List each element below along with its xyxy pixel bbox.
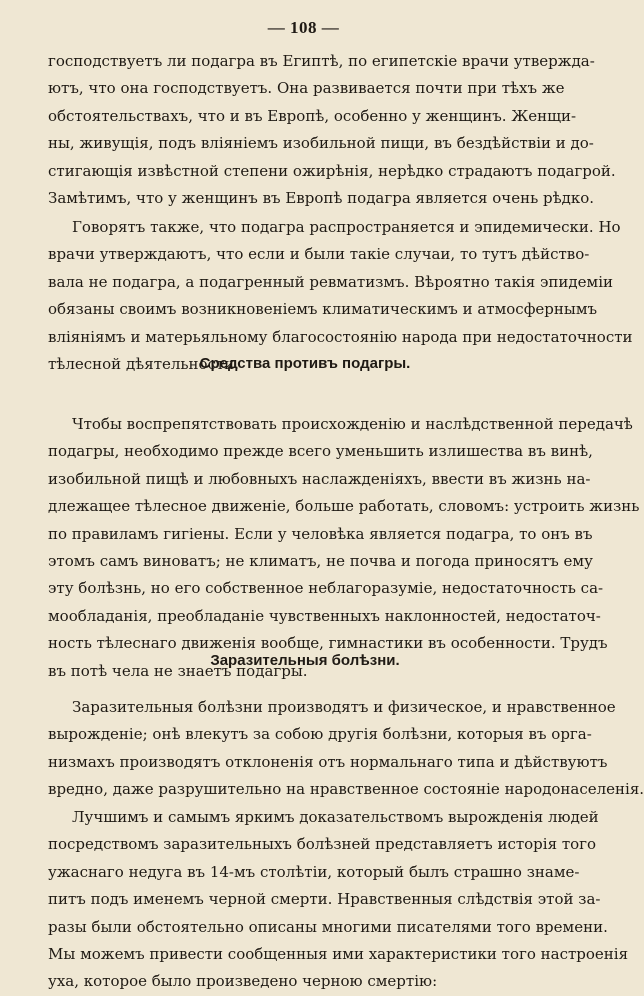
text-line: посредствомъ заразительныхъ болѣзней представляетъ исторія того xyxy=(48,835,597,854)
page-number: — 108 — xyxy=(267,18,340,37)
paragraph-gout-egypt xyxy=(48,48,616,212)
text-line: изобильной пищѣ и любовныхъ наслажденіяхъ, ввести въ жизнь на- xyxy=(48,469,591,488)
section-heading-contagious: Заразительныя болѣзни. xyxy=(210,652,400,669)
text-line: вала не подагра, а подагренный ревматизмъ. Вѣроятно такія эпидеміи xyxy=(48,272,614,291)
text-line: эту болѣзнь, но его собственное неблагоразуміе, недостаточность са- xyxy=(48,579,604,598)
text-line: по правиламъ гигіены. Если у человѣка является подагра, то онъ въ xyxy=(48,524,593,543)
text-line: разы были обстоятельно описаны многими писателями того времени. xyxy=(48,917,608,936)
text-line: вырожденіе; онѣ влекутъ за собою другія болѣзни, которыя въ орга- xyxy=(48,725,592,744)
paragraph-remedies xyxy=(48,411,640,685)
text-line: Чтобы воспрепятствовать происхожденію и наслѣдственной передачѣ xyxy=(72,415,633,433)
text-line: подагры, необходимо прежде всего уменьшить излишества въ винѣ, xyxy=(48,442,593,461)
text-line: обстоятельствахъ, что и въ Европѣ, особенно у женщинъ. Женщи- xyxy=(48,106,577,125)
text-line: Заразительныя болѣзни производятъ и физическое, и нравственное xyxy=(72,698,616,716)
section-heading-remedies: Средства противъ подагры. xyxy=(199,355,411,372)
text-line: господствуетъ ли подагра въ Египтѣ, по египетскіе врачи утвержда- xyxy=(48,52,595,70)
text-line: ность тѣлеснаго движенія вообще, гимнастики въ особенности. Трудъ xyxy=(48,634,608,653)
text-line: ютъ, что она господствуетъ. Она развивается почти при тѣхъ же xyxy=(48,79,565,98)
text-line: этомъ самъ виноватъ; не климатъ, не почва и погода приносятъ ему xyxy=(48,551,593,570)
text-line: тѣлесной дѣятельности. xyxy=(48,354,240,373)
text-line: Замѣтимъ, что у женщинъ въ Европѣ подагра является очень рѣдко. xyxy=(48,188,595,207)
text-line: стигающія извѣстной степени ожирѣнія, нерѣдко страдаютъ подагрой. xyxy=(48,161,616,180)
text-line: Говорятъ также, что подагра распространяется и эпидемически. Но xyxy=(72,218,621,236)
text-line: вліяніямъ и матерьяльному благосостоянію народа при недостаточности xyxy=(48,327,633,346)
text-line: врачи утверждаютъ, что если и были такіе случаи, то тутъ дѣйство- xyxy=(48,245,590,264)
text-line: Лучшимъ и самымъ яркимъ доказательствомъ вырожденія людей xyxy=(72,808,599,826)
text-line: ужаснаго недуга въ 14-мъ столѣтіи, который былъ страшно знаме- xyxy=(48,862,580,881)
text-line: въ потѣ чела не знаетъ подагры. xyxy=(48,661,308,680)
text-line: ны, живущія, подъ вліяніемъ изобильной пищи, въ бездѣйствіи и до- xyxy=(48,134,594,153)
text-line: мообладанія, преобладаніе чувственныхъ наклонностей, недостаточ- xyxy=(48,606,601,625)
text-line: обязаны своимъ возникновеніемъ климатическимъ и атмосфернымъ xyxy=(48,300,598,319)
text-line: низмахъ производятъ отклоненія отъ нормальнаго типа и дѣйствуютъ xyxy=(48,752,608,771)
text-line: питъ подъ именемъ черной смерти. Нравственныя слѣдствія этой за- xyxy=(48,890,601,909)
paragraph-contagious xyxy=(48,694,644,804)
text-line: вредно, даже разрушительно на нравственное состояніе народонаселенія. xyxy=(48,780,644,799)
text-line: длежащее тѣлесное движеніе, больше работать, словомъ: устроить жизнь xyxy=(48,497,640,516)
paragraph-black-death xyxy=(48,804,629,996)
text-line: Мы можемъ привести сообщенныя ими характеристики того настроенія xyxy=(48,944,629,963)
text-line: уха, которое было произведено черною смертію: xyxy=(48,972,438,991)
